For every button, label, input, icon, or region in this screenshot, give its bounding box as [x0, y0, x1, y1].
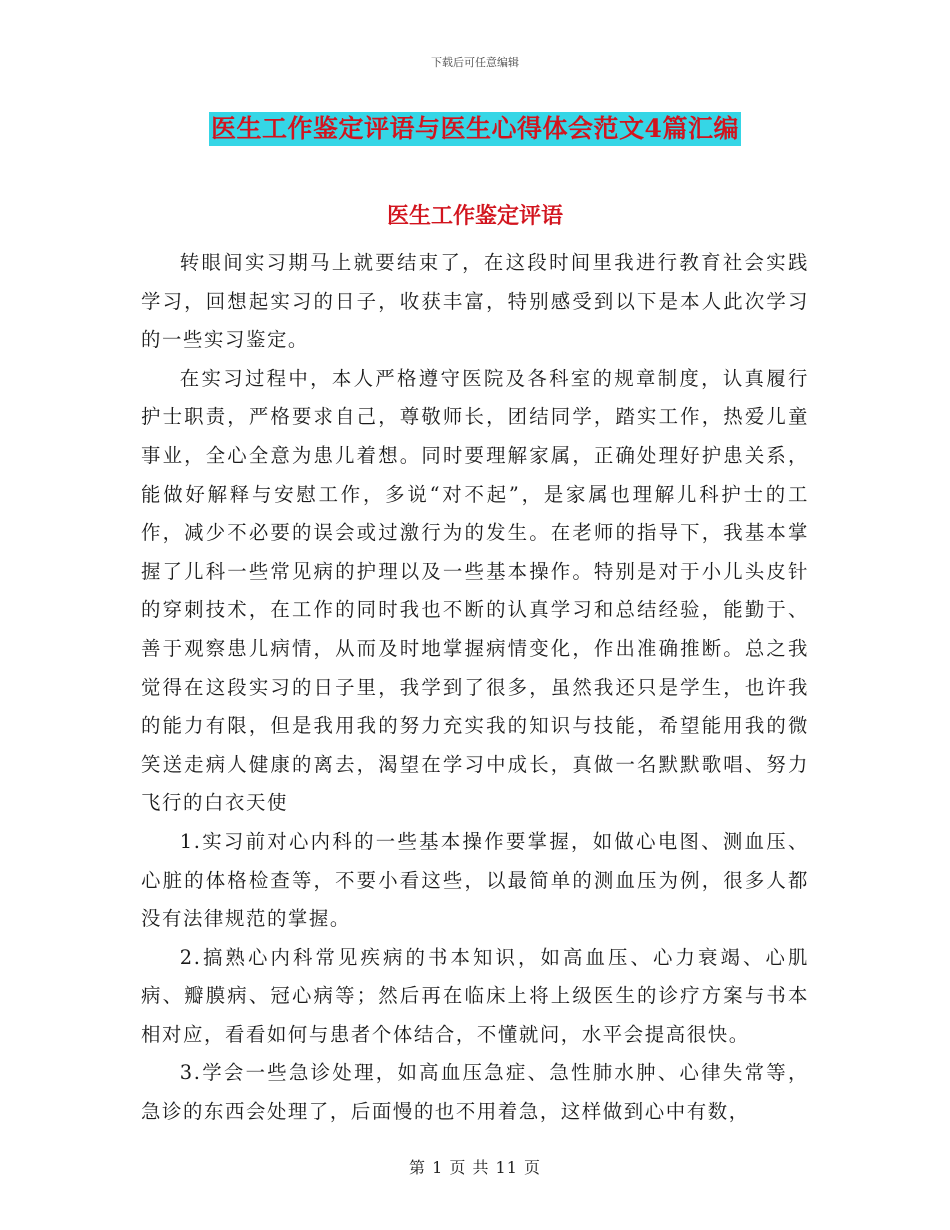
paragraph: 转眼间实习期马上就要结束了，在这段时间里我进行教育社会实践学习，回想起实习的日子，收获丰富，特别感受到以下是本人此次学习的一些实习鉴定。	[141, 251, 809, 352]
section-title: 医生工作鉴定评语	[386, 203, 563, 229]
document-title-container	[0, 112, 950, 146]
paragraph: 2.搞熟心内科常见疾病的书本知识，如高血压、心力衰竭、心肌病、瓣膜病、冠心病等；然后再在临床上将上级医生的诊疗方案与书本相对应，看看如何与患者个体结合，不懂就问，水平会提高很快。	[141, 945, 809, 1046]
document-title: 医生工作鉴定评语与医生心得体会范文4篇汇编	[209, 112, 741, 146]
paragraph: 1.实习前对心内科的一些基本操作要掌握，如做心电图、测血压、心脏的体格检查等，不要小看这些，以最简单的测血压为例，很多人都没有法律规范的掌握。	[141, 829, 809, 931]
document-body	[141, 244, 809, 1132]
paragraph: 3.学会一些急诊处理，如高血压急症、急性肺水肿、心律失常等，急诊的东西会处理了，后面慢的也不用着急，这样做到心中有数，	[141, 1061, 809, 1124]
page-header-note: 下载后可任意编辑	[431, 56, 519, 69]
page-number-footer: 第 1 页 共 11 页	[409, 1158, 541, 1177]
paragraph: 在实习过程中，本人严格遵守医院及各科室的规章制度，认真履行护士职责，严格要求自己，尊敬师长，团结同学，踏实工作，热爱儿童事业，全心全意为患儿着想。同时要理解家属，正确处理好护患关系，能做好解释与安慰工作，多说“对不起”，是家属也理解儿科护士的工作，减少不必要的误会或过激行为的发生。在老师的指导下，我基本掌握了儿科一些常见病的护理以及一些基本操作。特别是对于小儿头皮针的穿刺技术，在工作的同时我也不断的认真学习和总结经验，能勤于、善于观察患儿病情，从而及时地掌握病情变化，作出准确推断。总之我觉得在这段实习的日子里，我学到了很多，虽然我还只是学生，也许我的能力有限，但是我用我的努力充实我的知识与技能，希望能用我的微笑送走病人健康的离去，渴望在学习中成长，真做一名默默歌唱、努力飞行的白衣天使	[141, 366, 809, 815]
